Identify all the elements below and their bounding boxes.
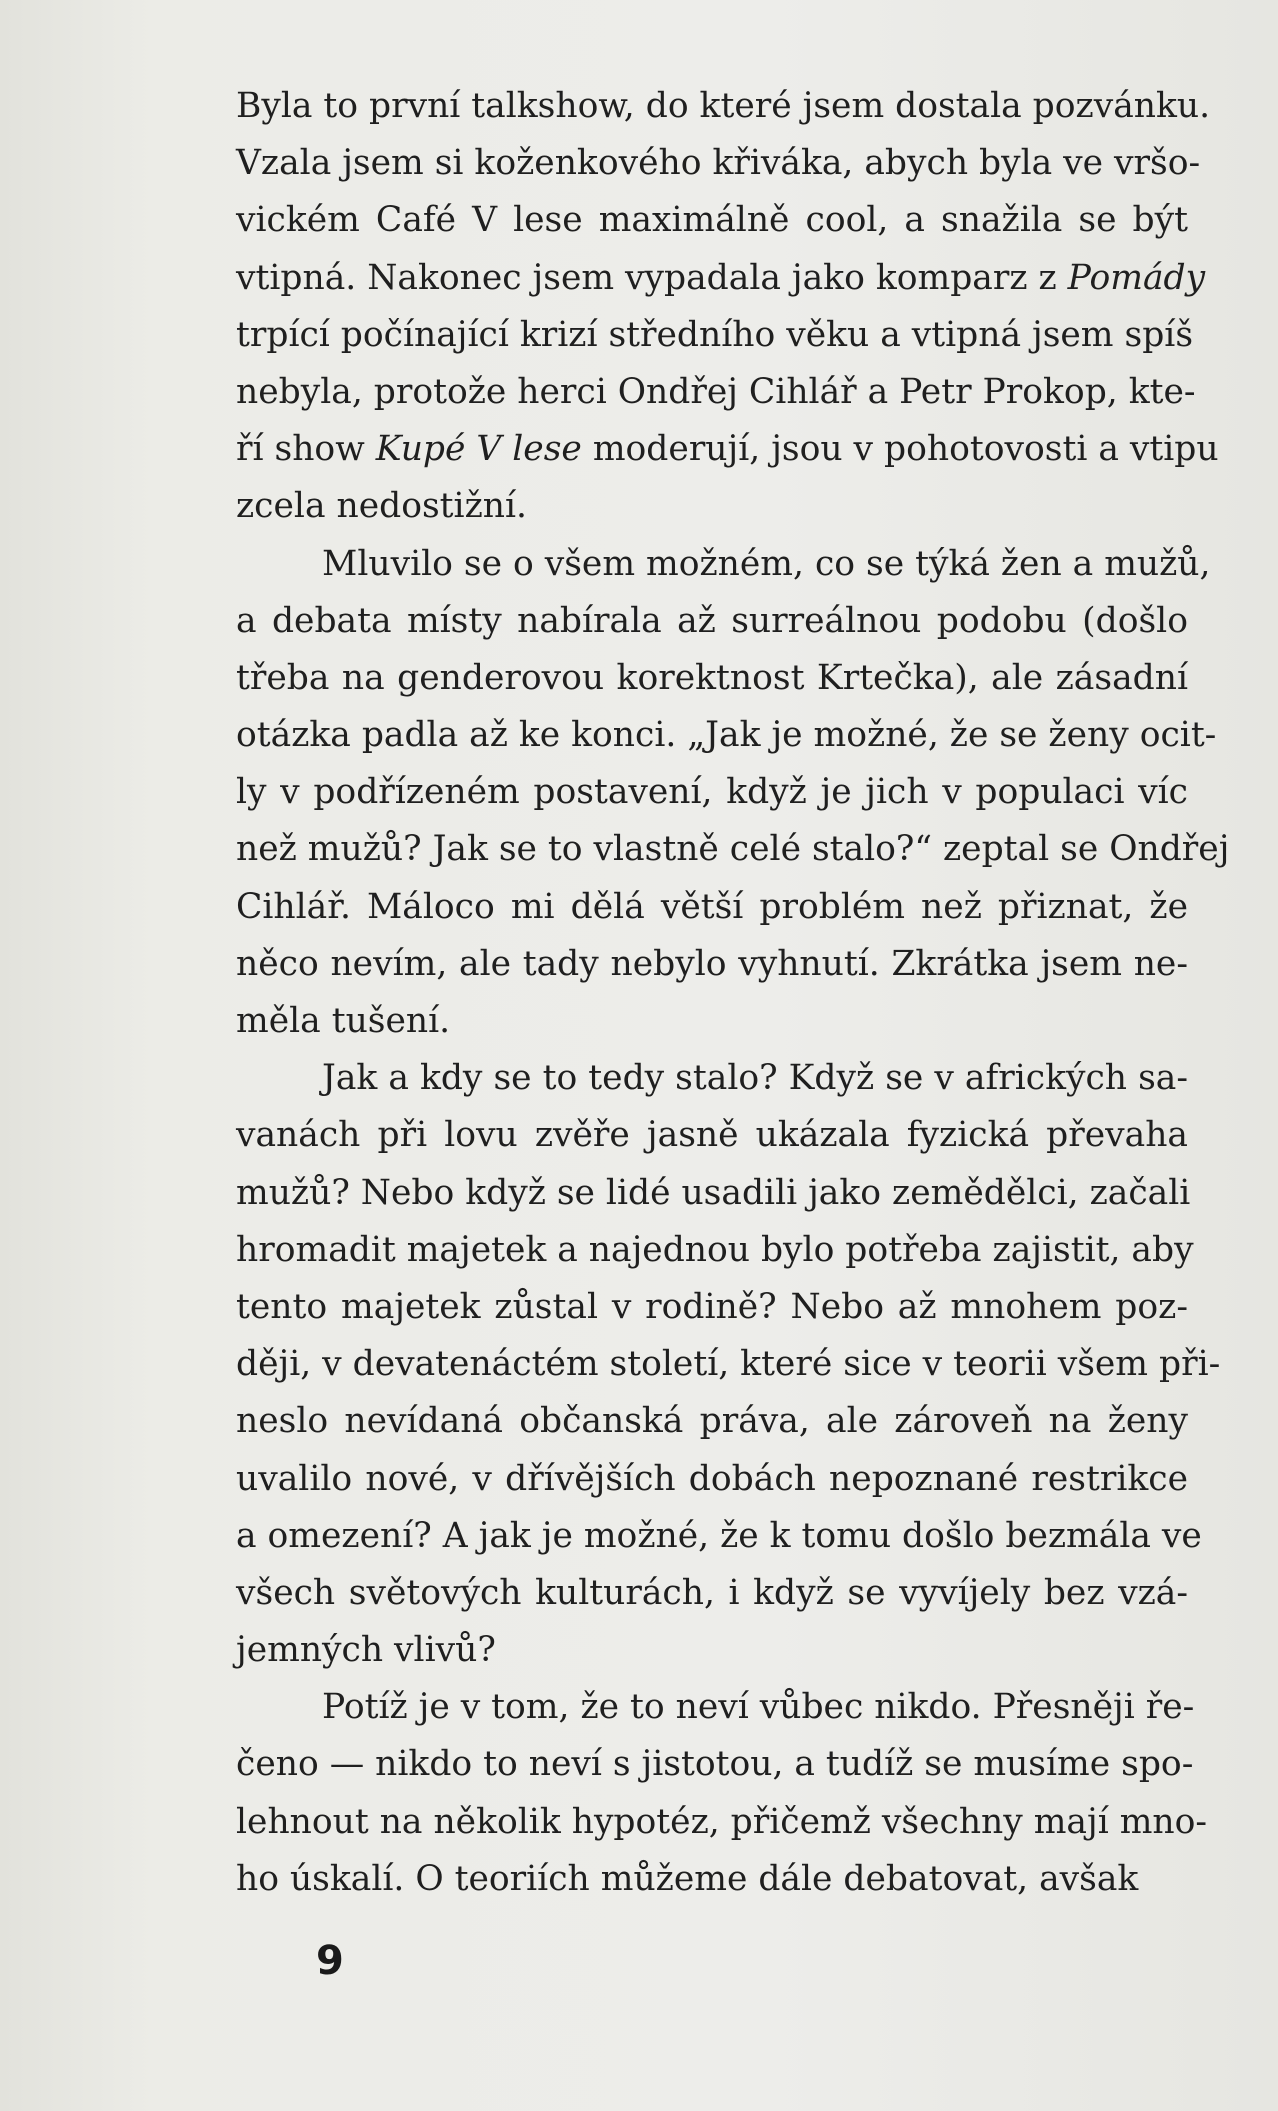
text-segment: Potíž je v tom, že to neví vůbec nikdo. Přesněji ře- — [322, 1687, 1195, 1728]
text-line — [236, 1165, 1191, 1222]
text-line — [236, 707, 1217, 764]
text-segment: ho úskalí. O teoriích můžeme dále debatovat, avšak — [236, 1858, 1139, 1899]
text-line — [236, 135, 1201, 192]
text-segment: uvalilo nové, v dřívějších dobách nepoznané restrikce — [236, 1458, 1188, 1499]
text-line — [236, 478, 1188, 535]
text-segment: jemných vlivů? — [236, 1630, 496, 1671]
text-line — [236, 936, 1188, 993]
text-segment: ří show — [236, 429, 376, 470]
text-line — [236, 1736, 1194, 1793]
text-line — [236, 1336, 1221, 1393]
paragraph — [236, 536, 1230, 1051]
body-text — [236, 78, 1230, 1908]
text-segment: mužů? Nebo když se lidé usadili jako zemědělci, začali — [236, 1172, 1191, 1213]
text-segment: čeno — nikdo to neví s jistotou, a tudíž se musíme spo- — [236, 1744, 1194, 1785]
text-segment: a omezení? A jak je možné, že k tomu došlo bezmála ve — [236, 1515, 1202, 1556]
text-segment: Mluvilo se o všem možném, co se týká žen a mužů, — [322, 543, 1211, 584]
text-line — [236, 1851, 1188, 1908]
text-segment: něco nevím, ale tady nebylo vyhnutí. Zkrátka jsem ne- — [236, 943, 1188, 984]
text-segment: trpící počínající krizí středního věku a vtipná jsem spíš — [236, 314, 1194, 355]
text-line — [236, 1679, 1195, 1736]
text-line — [236, 1451, 1188, 1508]
text-segment: otázka padla až ke konci. „Jak je možné, že se ženy ocit- — [236, 715, 1217, 756]
paragraph — [236, 78, 1219, 536]
text-line — [236, 1565, 1188, 1622]
text-segment: vtipná. Nakonec jsem vypadala jako komparz z — [236, 257, 1068, 298]
text-line — [236, 1107, 1188, 1164]
text-line — [236, 421, 1219, 478]
text-line — [236, 250, 1206, 307]
text-line — [236, 1622, 1188, 1679]
text-line — [236, 1279, 1188, 1336]
text-line — [236, 764, 1188, 821]
text-segment: tento majetek zůstal v rodině? Nebo až mnohem poz- — [236, 1286, 1188, 1327]
text-segment: Byla to první talkshow, do které jsem dostala pozvánku. — [236, 86, 1211, 126]
text-line — [236, 993, 1188, 1050]
text-line — [236, 593, 1188, 650]
text-line — [236, 1794, 1208, 1851]
text-line — [236, 1508, 1202, 1565]
italic-title: Pomády — [1067, 257, 1206, 298]
text-segment: a debata místy nabírala až surreálnou podobu (došlo — [236, 600, 1188, 641]
text-segment: měla tušení. — [236, 1001, 451, 1041]
text-line — [236, 821, 1230, 878]
text-segment: ději, v devatenáctém století, které sice v teorii všem při- — [236, 1344, 1221, 1385]
text-line — [236, 536, 1211, 593]
text-line — [236, 1393, 1188, 1450]
text-segment: Jak a kdy se to tedy stalo? Když se v afrických sa- — [322, 1058, 1188, 1099]
text-line — [236, 879, 1188, 936]
page-number: 9 — [316, 1938, 344, 1984]
text-segment: nebyla, protože herci Ondřej Cihlář a Petr Prokop, kte- — [236, 371, 1196, 412]
text-segment: třeba na genderovou korektnost Krtečka), ale zásadní — [236, 657, 1188, 698]
text-line — [236, 650, 1188, 707]
paragraph — [236, 1679, 1208, 1908]
text-line — [236, 1050, 1188, 1107]
text-segment: než mužů? Jak se to vlastně celé stalo?“ zeptal se Ondřej — [236, 829, 1230, 870]
text-segment: Vzala jsem si koženkového křiváka, abych byla ve vršo- — [236, 143, 1201, 184]
text-line — [236, 307, 1194, 364]
text-segment: hromadit majetek a najednou bylo potřeba zajistit, aby — [236, 1229, 1194, 1270]
text-segment: neslo nevídaná občanská práva, ale zároveň na ženy — [236, 1401, 1188, 1442]
text-segment: všech světových kulturách, i když se vyvíjely bez vzá- — [236, 1572, 1188, 1613]
text-segment: ly v podřízeném postavení, když je jich v populaci víc — [236, 772, 1188, 813]
paragraph — [236, 1050, 1221, 1679]
text-line — [236, 364, 1196, 421]
text-line — [236, 192, 1188, 249]
text-line — [236, 1222, 1194, 1279]
text-segment: moderují, jsou v pohotovosti a vtipu — [581, 429, 1219, 470]
text-segment: Cihlář. Máloco mi dělá větší problém než přiznat, že — [236, 886, 1188, 927]
text-segment: zcela nedostižní. — [236, 486, 527, 527]
italic-title: Kupé V lese — [375, 429, 582, 470]
text-segment: vanách při lovu zvěře jasně ukázala fyzická převaha — [236, 1115, 1188, 1156]
text-segment: lehnout na několik hypotéz, přičemž všechny mají mno- — [236, 1801, 1208, 1842]
text-line — [236, 78, 1211, 135]
text-segment: vickém Café V lese maximálně cool, a snažila se být — [236, 200, 1188, 241]
